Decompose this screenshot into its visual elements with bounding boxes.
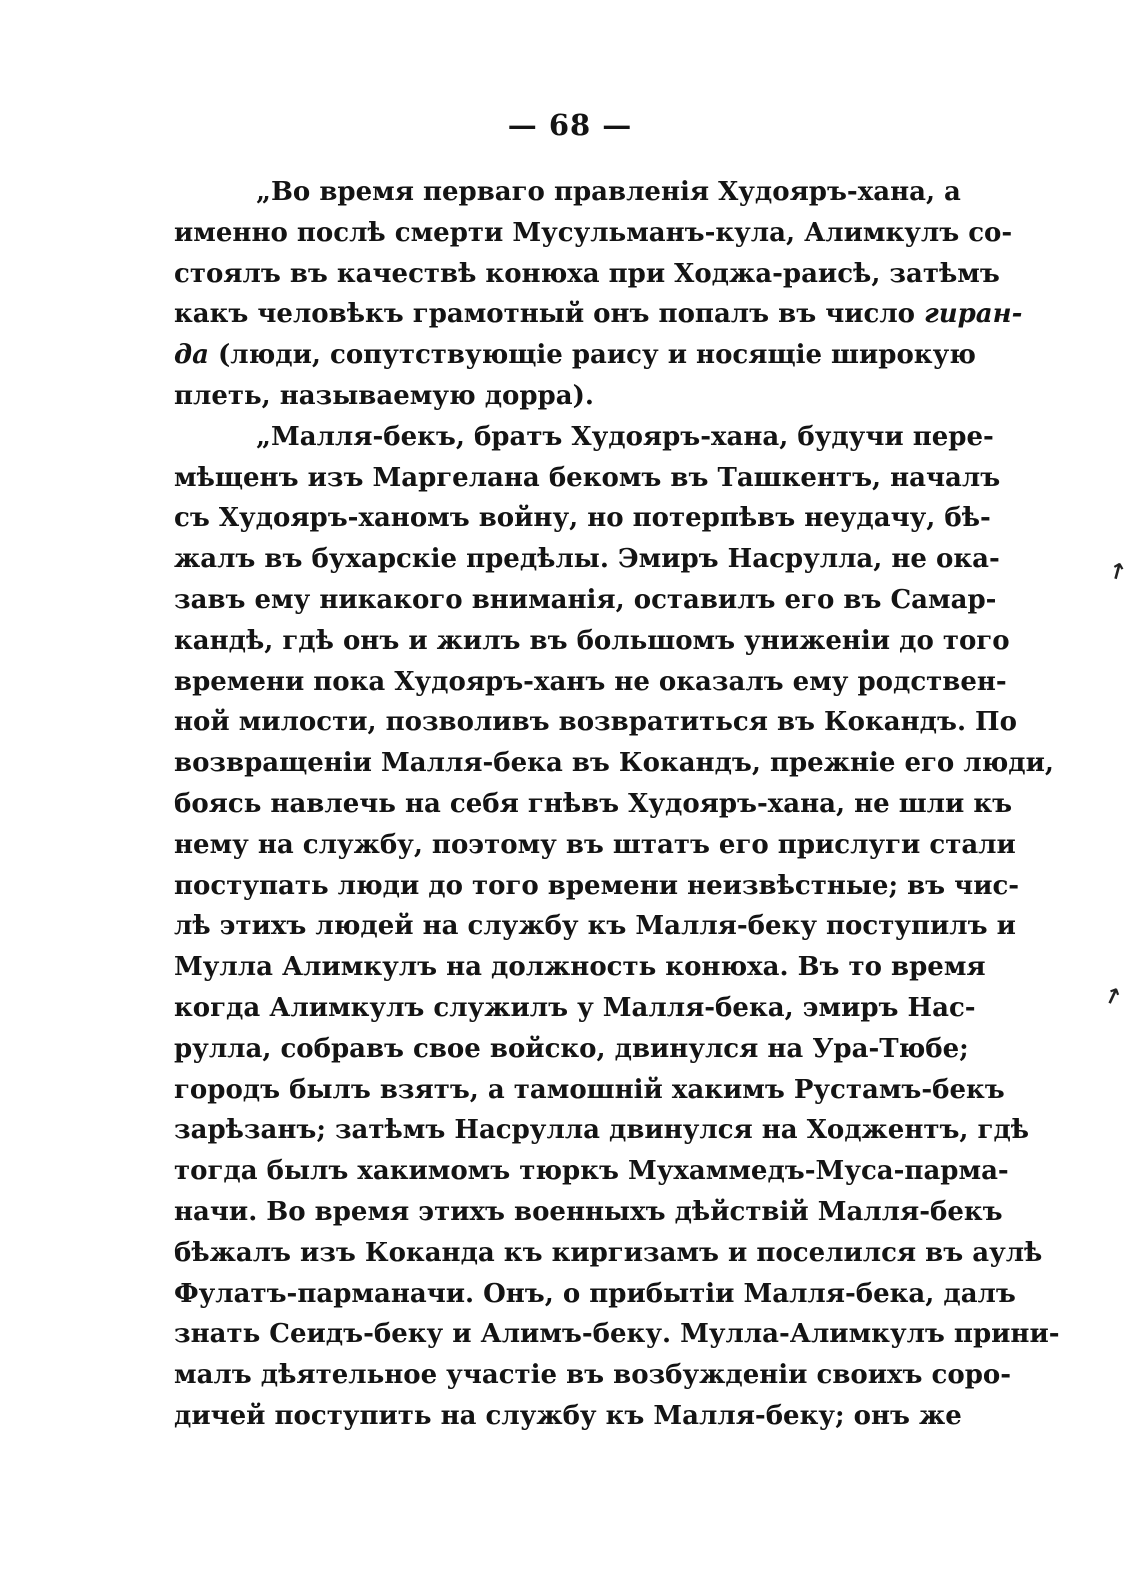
italic-term-start: гиран-	[924, 299, 1023, 330]
text-line: зарѣзанъ; затѣмъ Насрулла двинулся на Ходжентъ, гдѣ	[174, 1115, 1030, 1146]
text-line: тогда былъ хакимомъ тюркъ Мухаммедъ-Муса-парма-	[174, 1156, 1009, 1187]
text-line: времени пока Худояръ-ханъ не оказалъ ему родствен-	[174, 666, 1007, 697]
text-line: рулла, собравъ свое войско, двинулся на Ура-Тюбе;	[174, 1033, 969, 1064]
text-line: стоялъ въ качествѣ конюха при Ходжа-раисѣ, затѣмъ	[174, 258, 1000, 289]
text-line: малъ дѣятельное участіе въ возбужденіи своихъ соро-	[174, 1360, 1012, 1391]
text-line: бѣжалъ изъ Коканда къ киргизамъ и поселился въ аулѣ	[174, 1237, 1043, 1268]
text-line: городъ былъ взятъ, а тамошній хакимъ Рустамъ-бекъ	[174, 1074, 1005, 1105]
text-line: жалъ въ бухарскіе предѣлы. Эмиръ Насрулла, не ока-	[174, 544, 1000, 575]
text-line: начи. Во время этихъ военныхъ дѣйствій Малля-бекъ	[174, 1196, 1003, 1227]
text-line	[174, 294, 1023, 335]
text-line-rest: (люди, сопутствующіе раису и носящіе широкую	[208, 340, 976, 371]
text-line: боясь навлечь на себя гнѣвъ Худояръ-хана, не шли къ	[174, 788, 1013, 819]
text-line-start: какъ человѣкъ грамотный онъ попалъ въ число	[174, 299, 925, 330]
text-line: „Малля-бекъ, братъ Худояръ-хана, будучи пере-	[256, 421, 994, 452]
text-line: именно послѣ смерти Мусульманъ-кула, Алимкулъ со-	[174, 217, 1013, 248]
text-line: поступать люди до того времени неизвѣстные; въ чис-	[174, 870, 1020, 901]
text-line: мѣщенъ изъ Маргелана бекомъ въ Ташкентъ, началъ	[174, 462, 1001, 493]
margin-mark: ↗	[1100, 982, 1127, 1013]
text-line: „Во время перваго правленія Худояръ-хана, а	[256, 177, 961, 207]
paragraph-2	[174, 417, 1060, 1437]
text-line: возвращеніи Малля-бека въ Кокандъ, прежніе его люди,	[174, 748, 1054, 779]
text-line: Фулатъ-парманачи. Онъ, о прибытіи Малля-бека, далъ	[174, 1278, 1016, 1309]
text-line: лѣ этихъ людей на службу къ Малля-беку поступилъ и	[174, 911, 1016, 942]
body-text	[174, 172, 1060, 1437]
text-line: съ Худояръ-ханомъ войну, но потерпѣвъ неудачу, бѣ-	[174, 503, 991, 534]
text-line: когда Алимкулъ служилъ у Малля-бека, эмиръ Нас-	[174, 992, 976, 1023]
text-line: плеть, называемую дорра).	[174, 380, 594, 411]
text-line: кандѣ, гдѣ онъ и жилъ въ большомъ униженіи до того	[174, 625, 1010, 656]
margin-mark: ↑	[1105, 558, 1130, 587]
page-number: — 68 —	[507, 108, 633, 142]
text-line: ной милости, позволивъ возвратиться въ Кокандъ. По	[174, 707, 1017, 738]
italic-term-end: да	[174, 340, 209, 371]
text-line: нему на службу, поэтому въ штатъ его прислуги стали	[174, 829, 1016, 860]
text-line: знать Сеидъ-беку и Алимъ-беку. Мулла-Алимкулъ прини-	[174, 1319, 1060, 1350]
text-line: завъ ему никакого вниманія, оставилъ его въ Самар-	[174, 584, 997, 615]
paragraph-1	[174, 172, 1023, 417]
text-line: дичей поступить на службу къ Малля-беку; онъ же	[174, 1400, 962, 1431]
text-line: Мулла Алимкулъ на должность конюха. Въ то время	[174, 952, 986, 983]
text-line	[174, 335, 976, 376]
